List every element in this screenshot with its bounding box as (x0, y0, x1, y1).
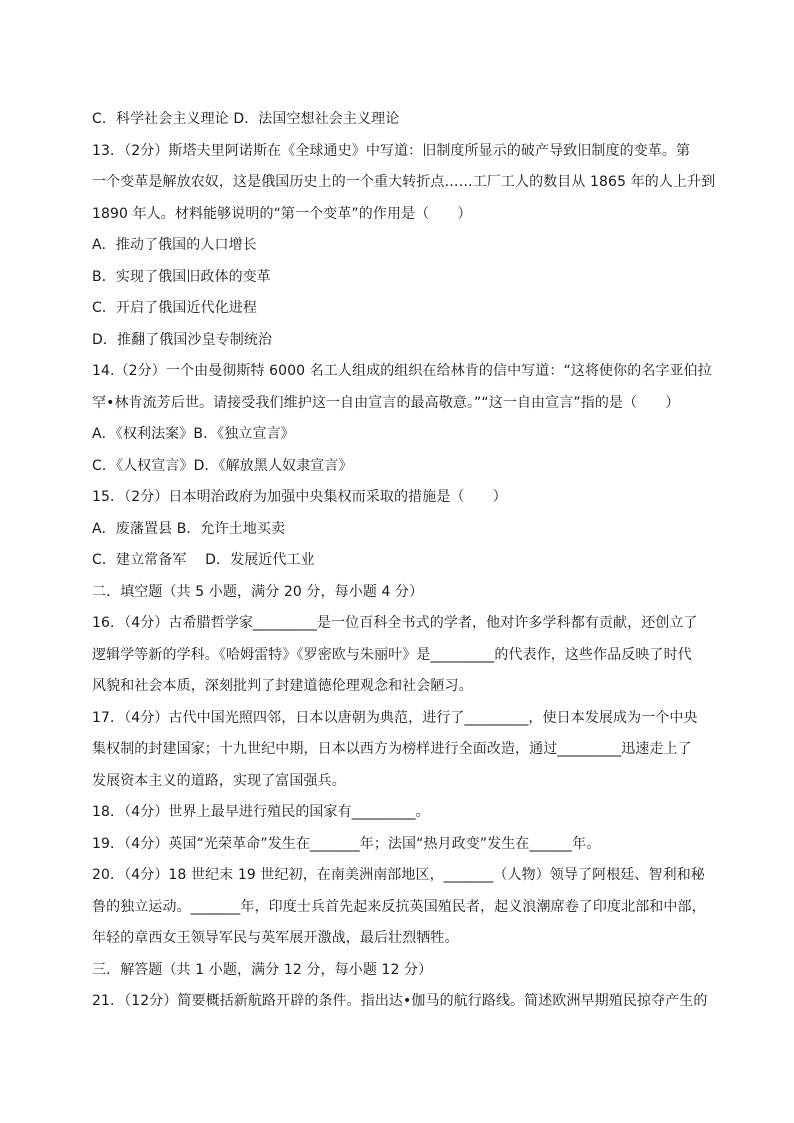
text-line: B．实现了俄国旧政体的变革 (92, 268, 271, 285)
text-line: 鲁的独立运动。_______年，印度士兵首先起来反抗英国殖民者，起义浪潮席卷了印度北部和中部， (92, 898, 706, 915)
text-line: A．推动了俄国的人口增长 (92, 237, 257, 253)
text-line: 19．（4分）英国“光荣革命”发生在_______年；法国“热月政变”发生在______年。 (92, 835, 601, 852)
text-line: 1890 年人。材料能够说明的“第一个变革”的作用是（ ） (92, 205, 472, 222)
text-line: 风貌和社会本质，深刻批判了封建道德伦理观念和社会陋习。 (92, 678, 473, 694)
text-line: A．废藩置县 B．允许土地买卖 (92, 520, 286, 537)
text-line: 16．（4分）古希腊哲学家_________是一位百科全书式的学者，他对许多学科都有贡献，还创立了 (92, 615, 698, 631)
text-line: C．科学社会主义理论 D．法国空想社会主义理论 (92, 111, 400, 127)
text-line: 20．（4分）18 世纪末 19 世纪初，在南美洲南部地区，_______（人物）领导了阿根廷、智利和秘 (92, 867, 705, 883)
text-line: 二．填空题（共 5 小题，满分 20 分，每小题 4 分） (92, 583, 424, 600)
text-line: 罕•林肯流芳后世。请接受我们维护这一自由宣言的最高敬意。”“这一自由宣言”指的是（ ） (92, 394, 680, 411)
text-line: C．开启了俄国近代化进程 (92, 300, 257, 316)
text-line: 三．解答题（共 1 小题，满分 12 分，每小题 12 分） (92, 961, 433, 978)
text-line: 发展资本主义的道路，实现了富国强兵。 (92, 772, 346, 789)
text-line: 年轻的章西女王领导军民与英军展开激战，最后壮烈牺牲。 (92, 930, 459, 946)
text-line: 17．（4分）古代中国光照四邻，日本以唐朝为典范，进行了_________，使日本发展成为一个中央 (92, 709, 698, 726)
text-line: 一个变革是解放农奴，这是俄国历史上的一个重大转折点……工厂工人的数目从 1865 年的人上升到 (92, 174, 716, 190)
text-line: A．《权利法案》B．《独立宣言》 (92, 426, 295, 442)
text-line: 18．（4分）世界上最早进行殖民的国家有_________。 (92, 804, 430, 820)
document-body (92, 104, 716, 1018)
text-line: 集权制的封建国家；十九世纪中期，日本以西方为榜样进行全面改造，通过_________迅速走上了 (92, 741, 692, 757)
text-line: 逻辑学等新的学科。《哈姆雷特》《罗密欧与朱丽叶》是_________的代表作，这些作品反映了时代 (92, 646, 692, 663)
text-line: C．建立常备军 D．发展近代工业 (92, 552, 315, 568)
text-line: C．《人权宣言》D．《解放黑人奴隶宣言》 (92, 457, 353, 474)
text-line: D．推翻了俄国沙皇专制统治 (92, 331, 273, 348)
text-line: 21．（12分）简要概括新航路开辟的条件。指出达•伽马的航行路线。简述欧洲早期殖民掠夺产生的 (92, 993, 708, 1009)
text-line: 14.（2分）一个由曼彻斯特 6000 名工人组成的组织在给林肯的信中写道：“这将使你的名字亚伯拉 (92, 363, 712, 379)
text-line: 15．（2分）日本明治政府为加强中央集权而采取的措施是（ ） (92, 489, 507, 505)
text-line: 13．（2分）斯塔夫里阿诺斯在《全球通史》中写道：旧制度所显示的破产导致旧制度的变革。第 (92, 142, 691, 159)
